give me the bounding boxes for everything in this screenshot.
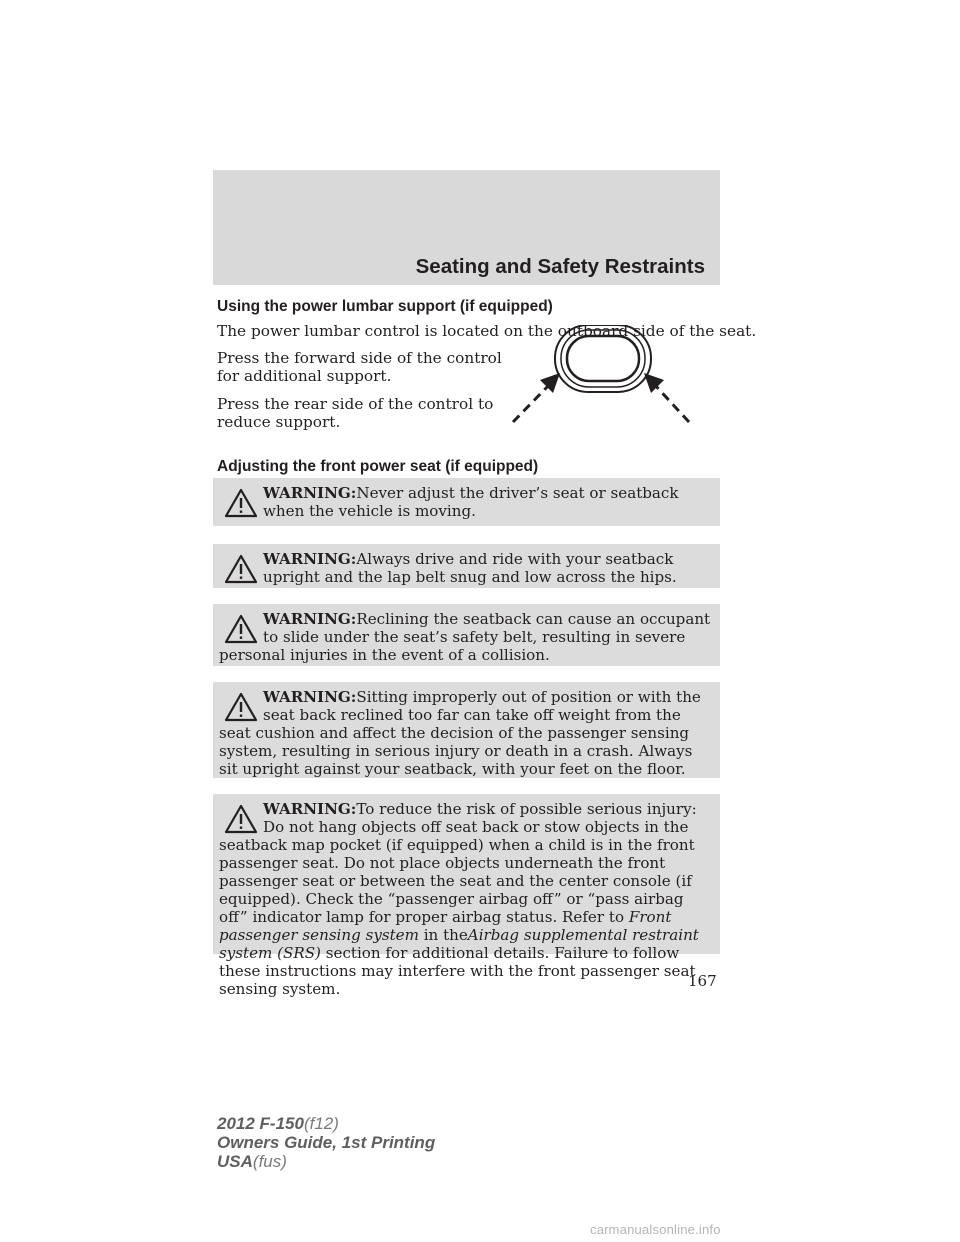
power-seat-heading: Adjusting the front power seat (if equipped) [217,458,539,475]
watermark: carmanualsonline.info [590,1222,721,1237]
warning-triangle-icon [219,610,263,646]
lumbar-heading: Using the power lumbar support (if equipped) [217,298,553,315]
lumbar-control-illustration [503,325,693,430]
warning-box-1: WARNING:Never adjust the driver’s seat or seatback when the vehicle is moving. [213,478,720,526]
warning-triangle-icon [219,800,263,836]
document-footer: 2012 F-150(f12) Owners Guide, 1st Printing USA(fus) [217,1114,436,1171]
lumbar-intro: The power lumbar control is located on the outboard side of the seat. [217,322,757,340]
lumbar-rear-text: Press the rear side of the control to reduce support. [217,395,494,431]
warning-box-3: WARNING:Reclining the seatback can cause an occupant to slide under the seat’s safety belt, resulting in severe personal injuries in the event of a collision. [213,604,720,666]
lumbar-forward-text: Press the forward side of the control for additional support. [217,349,502,385]
warning-box-5: WARNING:To reduce the risk of possible serious injury: Do not hang objects off seat back or stow objects in the seatback map pocket (if equipped) when a child is in the front passenger seat. Do not place objects underneath the front passenger seat or between the seat and the center console (if equipped). Check the “passenger airbag off” or “pass airbag off” indicator lamp for proper airbag status. Refer to Front passenger sensing system in theAirbag supplemental restraint system (SRS) section for additional details. Failure to follow these instructions may interfere with the front passenger seat sensing system. [213,794,720,954]
warning-box-2: WARNING:Always drive and ride with your seatback upright and the lap belt snug and low across the hips. [213,544,720,588]
ref-front-passenger-sensing: Front passenger sensing system [219,908,672,944]
warning-box-4: WARNING:Sitting improperly out of position or with the seat back reclined too far can take off weight from the seat cushion and affect the decision of the passenger sensing system, resulting in serious injury or death in a crash. Always sit upright against your seatback, with your feet on the floor. [213,682,720,778]
warning-triangle-icon [219,550,263,586]
warning-triangle-icon [219,484,263,520]
warning-triangle-icon [219,688,263,724]
ref-airbag-srs: Airbag supplemental restraint system (SRS) [219,926,699,962]
section-header [213,170,720,285]
page-number: 167 [688,972,717,990]
section-title: Seating and Safety Restraints [415,255,705,278]
